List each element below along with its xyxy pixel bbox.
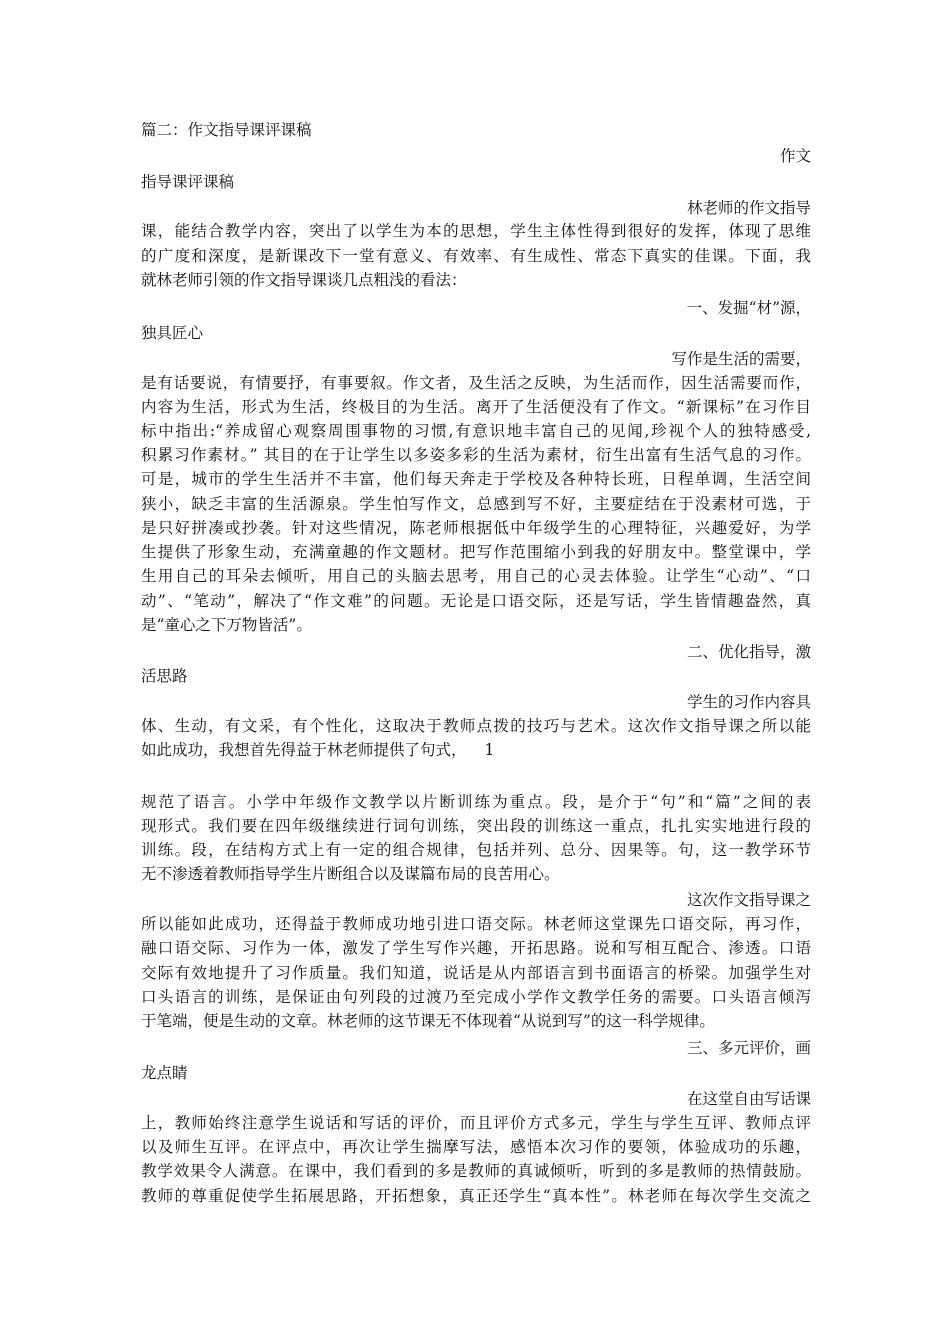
section-heading: 龙点睛 — [141, 1064, 188, 1082]
text-line: 是有话要说，有情要抒，有事要叙。作文者，及生活之反映，为生活而作，因生活需要而作， — [141, 374, 811, 392]
document-title: 篇二：作文指导课评课稿 — [141, 121, 312, 139]
text-line: 所以能如此成功，还得益于教师成功地引进口语交际。林老师这堂课先口语交际，再习作， — [141, 915, 811, 933]
text-line: 积累习作素材。” 其目的在于让学生以多姿多彩的生活为素材，衍生出富有生活气息的习作。 — [141, 446, 811, 464]
text-line: 是只好拼凑或抄袭。针对这些情况，陈老师根据低中年级学生的心理特征，兴趣爱好，为学 — [141, 519, 811, 537]
section-heading: 活思路 — [141, 667, 188, 685]
text-line — [141, 740, 811, 760]
text-line: 作文 — [779, 147, 811, 165]
text-line: 动”、“笔动”，解决了“作文难”的问题。无论是口语交际，还是写话，学生皆情趣盎然，真 — [141, 592, 811, 610]
text-line: 写作是生活的需要， — [671, 350, 811, 368]
text-line: 生用自己的耳朵去倾听，用自己的头脑去思考，用自己的心灵去体验。让学生“心动”、“口 — [141, 567, 811, 585]
text-line: 标中指出:“养成留心观察周围事物的习惯,有意识地丰富自己的见闻,珍视个人的独特感受, — [141, 422, 811, 440]
section-heading: 二、优化指导，激 — [686, 643, 811, 661]
text-fragment: 如此成功，我想首先得益于林老师提供了句式， — [141, 741, 467, 759]
text-line: 学生的习作内容具 — [686, 693, 811, 711]
section-heading: 三、多元评价，画 — [686, 1039, 811, 1057]
text-line: 林老师的作文指导 — [686, 199, 811, 217]
text-line: 课，能结合教学内容，突出了以学生为本的思想，学生主体性得到很好的发挥，体现了思维 — [141, 222, 811, 240]
text-line: 训练。段，在结构方式上有一定的组合规律，包括并列、总分、因果等。句，这一教学环节 — [141, 841, 811, 859]
text-line: 就林老师引领的作文指导课谈几点粗浅的看法： — [141, 271, 467, 289]
text-line: 于笔端，便是生动的文章。林老师的这节课无不体现着“从说到写”的这一科学规律。 — [141, 1012, 715, 1030]
text-line: 是“童心之下万物皆活”。 — [141, 616, 312, 634]
text-line: 教学效果令人满意。在课中，我们看到的多是教师的真诚倾听，听到的多是教师的热情鼓励。 — [141, 1162, 811, 1180]
text-line: 融口语交际、习作为一体，激发了学生写作兴趣，开拓思路。说和写相互配合、渗透。口语 — [141, 939, 811, 957]
text-line: 规范了语言。小学中年级作文教学以片断训练为重点。段，是介于“句”和“篇”之间的表 — [141, 793, 811, 811]
text-line: 现形式。我们要在四年级继续进行词句训练，突出段的训练这一重点，扎扎实实地进行段的 — [141, 817, 811, 835]
text-line: 生提供了形象生动，充满童趣的作文题材。把写作范围缩小到我的好朋友中。整堂课中，学 — [141, 543, 811, 561]
text-line: 狭小，缺乏丰富的生活源泉。学生怕写作文，总感到写不好，主要症结在于没素材可选，于 — [141, 495, 811, 513]
text-line: 指导课评课稿 — [141, 173, 235, 191]
text-line: 可是，城市的学生生活并不丰富，他们每天奔走于学校及各种特长班，日程单调，生活空间 — [141, 470, 811, 488]
text-line: 口头语言的训练，是保证由句列段的过渡乃至完成小学作文教学任务的需要。口头语言倾泻 — [141, 988, 811, 1006]
page-number: 1 — [484, 741, 495, 759]
section-heading: 独具匠心 — [141, 324, 204, 342]
text-line: 教师的尊重促使学生拓展思路，开拓想象，真正还学生“真本性”。林老师在每次学生交流之 — [141, 1187, 811, 1205]
text-line: 的广度和深度，是新课改下一堂有意义、有效率、有生成性、常态下真实的佳课。下面，我 — [141, 247, 811, 265]
text-line: 体、生动，有文采，有个性化，这取决于教师点拨的技巧与艺术。这次作文指导课之所以能 — [141, 717, 811, 735]
text-line: 内容为生活，形式为生活，终极目的为生活。离开了生活便没有了作文。“新课标”在习作目 — [141, 398, 811, 416]
text-line: 上，教师始终注意学生说话和写话的评价，而且评价方式多元，学生与学生互评、教师点评 — [141, 1114, 811, 1132]
text-line: 无不渗透着教师指导学生片断组合以及谋篇布局的良苦用心。 — [141, 865, 560, 883]
text-line: 交际有效地提升了习作质量。我们知道，说话是从内部语言到书面语言的桥梁。加强学生对 — [141, 964, 811, 982]
text-line: 在这堂自由写话课 — [686, 1090, 811, 1108]
section-heading: 一、发掘“材”源， — [686, 299, 811, 317]
text-line: 以及师生互评。在评点中，再次让学生揣摩写法，感悟本次习作的要领，体验成功的乐趣， — [141, 1138, 811, 1156]
text-line: 这次作文指导课之 — [686, 891, 811, 909]
